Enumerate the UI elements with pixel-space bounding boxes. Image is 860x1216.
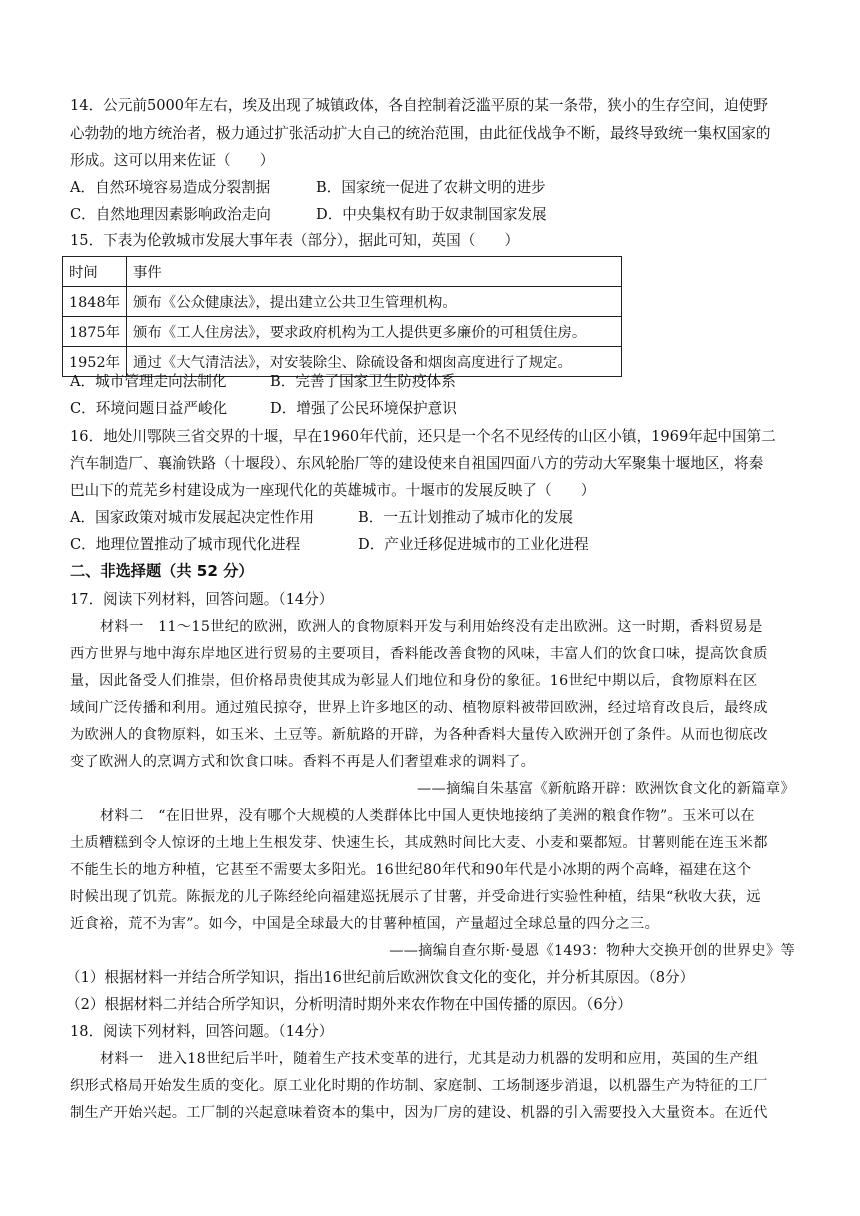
q15-option-a: A．城市管理走向法制化 xyxy=(70,373,227,390)
q14-line-1: 14．公元前5000年左右，埃及出现了城镇政体，各自控制着泛滥平原的某一条带，狭小的生存空间，迫使野 xyxy=(70,97,768,114)
q15-option-d: D．增强了公民环境保护意识 xyxy=(270,400,457,417)
q17-material-1-line: 材料一 11～15世纪的欧洲，欧洲人的食物原料开发与利用始终没有走出欧洲。这一时期，香料贸易是 xyxy=(100,619,763,635)
q17-material-2-line: 不能生长的地方种植，它甚至不需要太多阳光。16世纪80年代和90年代是小冰期的两个高峰，福建在这个 xyxy=(70,862,752,878)
q14-option-c: C．自然地理因素影响政治走向 xyxy=(70,206,271,223)
q16-option-c: C．地理位置推动了城市现代化进程 xyxy=(70,536,301,553)
q14-option-d: D．中央集权有助于奴隶制国家发展 xyxy=(316,206,547,223)
q17-subquestion-1: （1）根据材料一并结合所学知识，指出16世纪前后欧洲饮食文化的变化，并分析其原因。（8分） xyxy=(66,969,695,986)
q17-material-1-line: 量，因此备受人们推崇，但价格昂贵使其成为彰显人们地位和身份的象征。16世纪中期以后，食物原料在区 xyxy=(70,673,758,689)
london-events-table xyxy=(62,256,622,377)
table-cell-year: 1952年 xyxy=(63,347,127,377)
table-cell-year: 1875年 xyxy=(63,317,127,347)
q15-option-c: C．环境问题日益严峻化 xyxy=(70,400,228,417)
table-row xyxy=(63,317,622,347)
q17-material-2-line: 土质糟糕到令人惊讶的土地上生根发芽、快速生长，其成熟时间比大麦、小麦和粟都短。甘薯则能在连玉米都 xyxy=(70,835,768,851)
q16-line-2: 汽车制造厂、襄渝铁路（十堰段）、东风轮胎厂等的建设使来自祖国四面八方的劳动大军聚集十堰地区，将秦 xyxy=(70,455,764,472)
q16-option-a: A．国家政策对城市发展起决定性作用 xyxy=(70,509,315,526)
q17-material-1-line: 西方世界与地中海东岸地区进行贸易的主要项目，香料能改善食物的风味，丰富人们的饮食口味，提高饮食质 xyxy=(70,646,768,662)
table-cell-event: 颁布《工人住房法》，要求政府机构为工人提供更多廉价的可租赁住房。 xyxy=(127,317,622,347)
table-cell-event: 颁布《公众健康法》，提出建立公共卫生管理机构。 xyxy=(127,287,622,317)
table-header-row xyxy=(63,257,622,287)
q16-option-b: B．一五计划推动了城市化的发展 xyxy=(358,509,574,526)
q18-material-1-line: 制生产开始兴起。工厂制的兴起意味着资本的集中，因为厂房的建设、机器的引入需要投入大量资本。在近代 xyxy=(70,1105,768,1121)
table-row xyxy=(63,287,622,317)
q14-line-3: 形成。这可以用来佐证（ ） xyxy=(70,152,275,169)
q18-material-1-line: 织形式格局开始发生质的变化。原工业化时期的作坊制、家庭制、工场制逐步消退，以机器生产为特征的工厂 xyxy=(70,1078,768,1094)
table-header-time: 时间 xyxy=(63,257,127,287)
table-cell-year: 1848年 xyxy=(63,287,127,317)
q16-option-d: D．产业迁移促进城市的工业化进程 xyxy=(358,536,589,553)
q14-option-b: B．国家统一促进了农耕文明的进步 xyxy=(316,179,546,196)
q18-material-1-line: 材料一 进入18世纪后半叶，随着生产技术变革的进行，尤其是动力机器的发明和应用，英国的生产组 xyxy=(100,1051,759,1067)
q17-material-2-line: 时候出现了饥荒。陈振龙的儿子陈经纶向福建巡抚展示了甘薯，并受命进行实验性种植，结果“秋收大获，远 xyxy=(70,889,761,905)
q17-material-1-line: 域间广泛传播和利用。通过殖民掠夺，世界上许多地区的动、植物原料被带回欧洲，经过培育改良后，最终成 xyxy=(70,700,768,716)
q14-line-2: 心勃勃的地方统治者，极力通过扩张活动扩大自己的统治范围，由此征伐战争不断，最终导致统一集权国家的 xyxy=(70,125,771,142)
q14-option-a: A．自然环境容易造成分裂割据 xyxy=(70,179,271,196)
table-cell-event: 通过《大气清洁法》，对安装除尘、除硫设备和烟囱高度进行了规定。 xyxy=(127,347,622,377)
table-header-event: 事件 xyxy=(127,257,622,287)
q16-line-1: 16．地处川鄂陕三省交界的十堰，早在1960年代前，还只是一个名不见经传的山区小镇，1969年起中国第二 xyxy=(70,428,776,445)
q17-material-1-source: ——摘编自朱基富《新航路开辟：欧洲饮食文化的新篇章》 xyxy=(417,781,795,797)
q17-subquestion-2: （2）根据材料二并结合所学知识，分析明清时期外来农作物在中国传播的原因。（6分） xyxy=(66,996,632,1013)
q17-material-1-line: 变了欧洲人的烹调方式和饮食口味。香料不再是人们奢望难求的调料了。 xyxy=(70,754,536,770)
q17-material-2-line: 材料二 “在旧世界，没有哪个大规模的人类群体比中国人更快地接纳了美洲的粮食作物”。玉米可以在 xyxy=(100,808,755,824)
q15-stem: 15．下表为伦敦城市发展大事年表（部分），据此可知，英国（ ） xyxy=(70,232,520,249)
q17-material-2-line: 近食裕，荒不为害”。如今，中国是全球最大的甘薯种植国，产量超过全球总量的四分之三。 xyxy=(70,916,660,932)
section-2-heading: 二、非选择题（共 52 分） xyxy=(70,562,254,580)
q16-line-3: 巴山下的荒芜乡村建设成为一座现代化的英雄城市。十堰市的发展反映了（ ） xyxy=(70,482,596,499)
q17-stem: 17．阅读下列材料，回答问题。（14分） xyxy=(70,591,334,608)
q18-stem: 18．阅读下列材料，回答问题。（14分） xyxy=(70,1023,334,1040)
q17-material-2-source: ——摘编自查尔斯·曼恩《1493：物种大交换开创的世界史》等 xyxy=(389,943,795,959)
q15-option-b: B．完善了国家卫生防疫体系 xyxy=(270,373,456,390)
q17-material-1-line: 为欧洲人的食物原料，如玉米、土豆等。新航路的开辟，为各种香料大量传入欧洲开创了条件。从而也彻底改 xyxy=(70,727,768,743)
